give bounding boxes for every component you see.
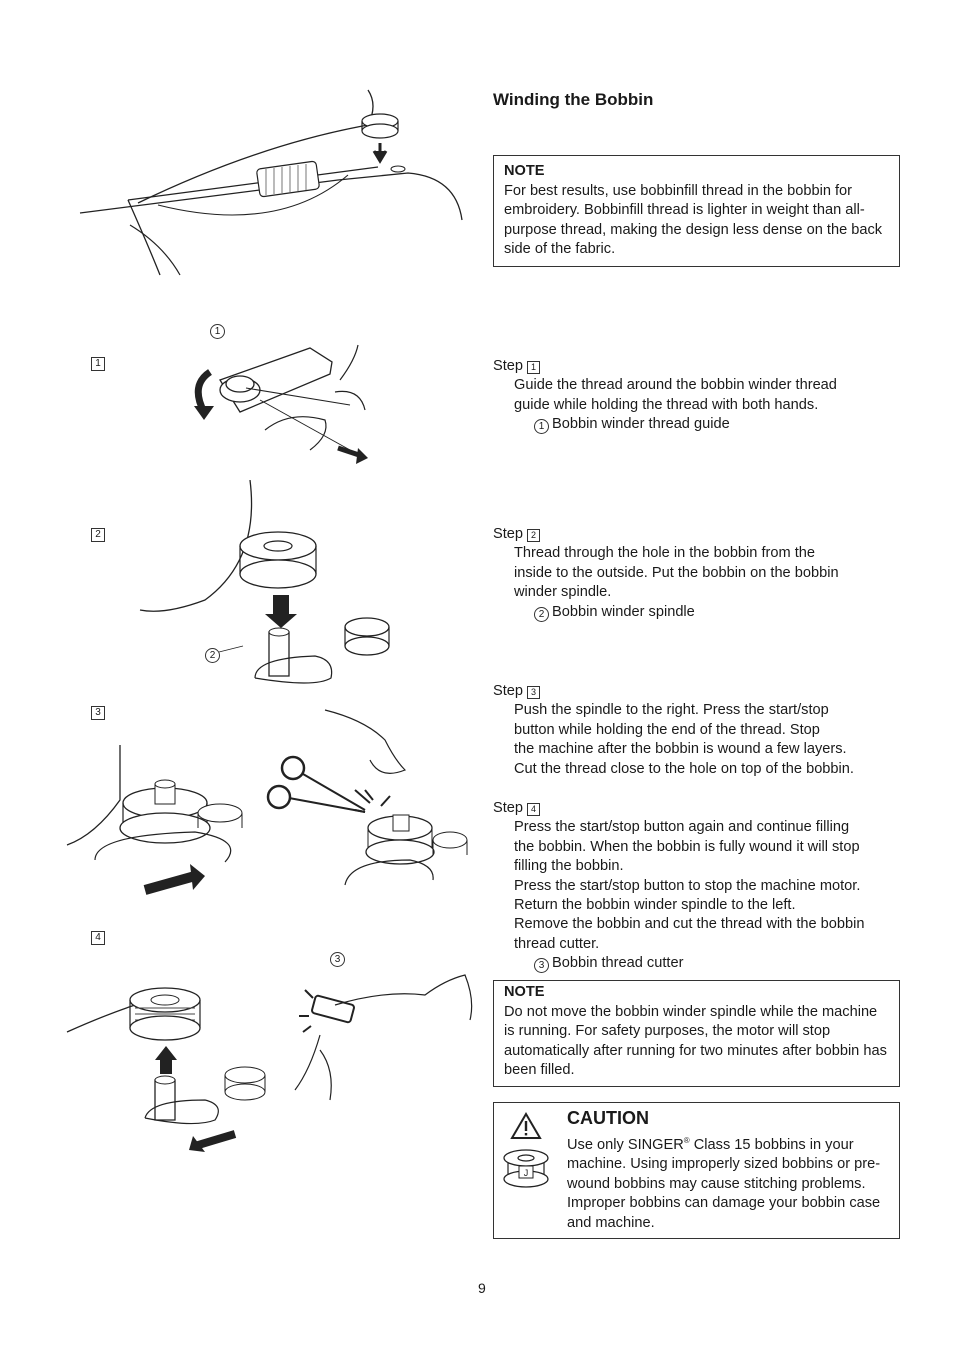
caution-heading: CAUTION	[567, 1108, 649, 1128]
step-reference	[493, 603, 903, 622]
reference-text: Bobbin winder thread guide	[552, 416, 730, 433]
step-number: 1	[527, 361, 540, 374]
reference-number: 3	[534, 958, 549, 973]
page-title: Winding the Bobbin	[493, 90, 654, 109]
step-reference	[493, 415, 903, 434]
step-3	[493, 682, 903, 779]
figure-label-3: 3	[91, 706, 105, 720]
step-line: Press the start/stop button to stop the machine motor.	[514, 877, 861, 894]
step-line: inside to the outside. Put the bobbin on the bobbin	[514, 564, 839, 581]
step-number: 4	[527, 803, 540, 816]
bobbin-icon	[500, 1147, 552, 1193]
machine-top-illustration	[78, 85, 468, 285]
step-number: 3	[527, 686, 540, 699]
step-2	[493, 525, 903, 622]
step-reference	[493, 954, 903, 973]
step3-illustration	[65, 700, 475, 905]
step-line: filling the bobbin.	[514, 858, 624, 875]
note-heading: NOTE	[504, 163, 545, 179]
figure-label-1: 1	[91, 357, 105, 371]
reference-text: Bobbin thread cutter	[552, 955, 684, 972]
registered-mark: ®	[683, 1136, 690, 1145]
note-box-top	[493, 155, 900, 267]
note-box-bottom	[493, 980, 900, 1087]
step-line: Return the bobbin winder spindle to the left.	[514, 897, 796, 914]
step-line: the machine after the bobbin is wound a few layers.	[514, 741, 847, 758]
reference-text: Bobbin winder spindle	[552, 603, 695, 620]
step-line: Push the spindle to the right. Press the start/stop	[514, 702, 829, 719]
step-line: thread cutter.	[514, 935, 600, 952]
step-label: Step	[493, 358, 524, 374]
figure-label-4: 4	[91, 931, 105, 945]
caution-text-part: Class 15 bobbins in your machine. Using improperly sized bobbins or pre-wound bobbins may cause stitching problems. Improper bobbins can damage your bobbin case and machine.	[567, 1136, 881, 1231]
step-line: guide while holding the thread with both hands.	[514, 396, 819, 413]
step1-illustration	[180, 340, 380, 470]
note-text: For best results, use bobbinfill thread in the bobbin for embroidery. Bobbinfill thread is lighter in weight than all-purpose thread, making the design less dense on the back side of the fabric.	[504, 182, 883, 257]
callout-1: 1	[210, 324, 225, 339]
step-line: Thread through the hole in the bobbin from the	[514, 545, 815, 562]
step4-illustration	[65, 960, 475, 1155]
note-text: Do not move the bobbin winder spindle while the machine is running. For safety purposes, the motor will stop automatically after running for two minutes after bobbin has been filled.	[504, 1003, 887, 1078]
step-4	[493, 799, 903, 974]
page-number: 9	[478, 1280, 486, 1296]
warning-icon	[510, 1112, 542, 1140]
step-line: Remove the bobbin and cut the thread with the bobbin	[514, 916, 865, 933]
callout-2: 2	[205, 648, 220, 663]
figure-label-2: 2	[91, 528, 105, 542]
bobbin-letter: J	[523, 1168, 529, 1178]
step-line: the bobbin. When the bobbin is fully wound it will stop	[514, 838, 860, 855]
step2-illustration	[135, 480, 395, 690]
step-line: Guide the thread around the bobbin winder thread	[514, 377, 837, 394]
step-line: Cut the thread close to the hole on top of the bobbin.	[514, 760, 854, 777]
step-line: button while holding the end of the thread. Stop	[514, 721, 820, 738]
caution-box	[493, 1102, 900, 1239]
reference-number: 1	[534, 419, 549, 434]
step-line: Press the start/stop button again and continue filling	[514, 819, 850, 836]
step-number: 2	[527, 529, 540, 542]
caution-text	[567, 1131, 892, 1233]
callout-3: 3	[330, 952, 345, 967]
step-label: Step	[493, 683, 524, 699]
step-1	[493, 357, 903, 435]
step-label: Step	[493, 800, 524, 816]
note-heading: NOTE	[504, 984, 545, 1000]
step-line: winder spindle.	[514, 584, 612, 601]
step-label: Step	[493, 526, 524, 542]
reference-number: 2	[534, 607, 549, 622]
caution-text-part: Use only SINGER	[567, 1136, 684, 1153]
